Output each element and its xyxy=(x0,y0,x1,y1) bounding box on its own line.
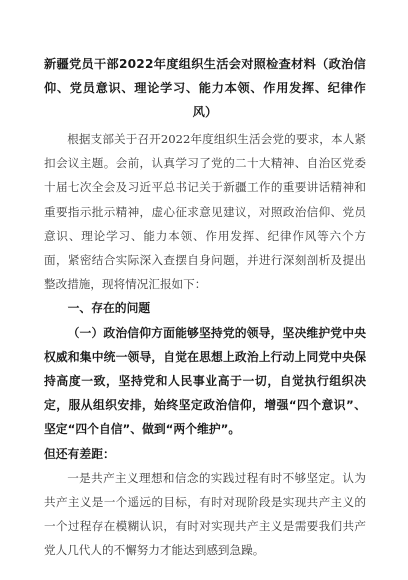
section-heading-problems: 一、存在的问题 xyxy=(67,301,151,316)
gap-label: 但还有差距： xyxy=(44,446,115,461)
point-one-paragraph: 一是共产主义理想和信念的实践过程有时不够坚定。认为共产主义是一个遥远的目标，有时对现阶段是实现共产主义的一个过程存在模糊认识，有时对实现共产主义是需要我们共产党人几代人的不懈努力才能达到感到急躁。 xyxy=(44,470,366,558)
subsection-political-belief: （一）政治信仰方面能够坚持党的领导，坚决维护党中央权威和集中统一领导，自觉在思想上政治上行动上同党中央保持高度一致，坚持党和人民事业高于一切，自觉执行组织决定，服从组织安排，始终坚定政治信仰，增强“四个意识”、坚定“四个自信”、做到“两个维护”。 xyxy=(44,325,366,437)
document-title: 新疆党员干部2022年度组织生活会对照检查材料（政治信仰、党员意识、理论学习、能力本领、作用发挥、纪律作风） xyxy=(44,57,366,119)
intro-paragraph: 根据支部关于召开2022年度组织生活会党的要求，本人紧扣会议主题。会前，认真学习了党的二十大精神、自治区党委十届七次全会及习近平总书记关于新疆工作的重要讲话精神和重要指示批示精神，虚心征求意见建议，对照政治信仰、党员意识、理论学习、能力本领、作用发挥、纪律作风等六个方面，紧密结合实际深入查摆自身问题，并进行深刻剖析及提出整改措施，现将情况汇报如下： xyxy=(44,132,366,292)
